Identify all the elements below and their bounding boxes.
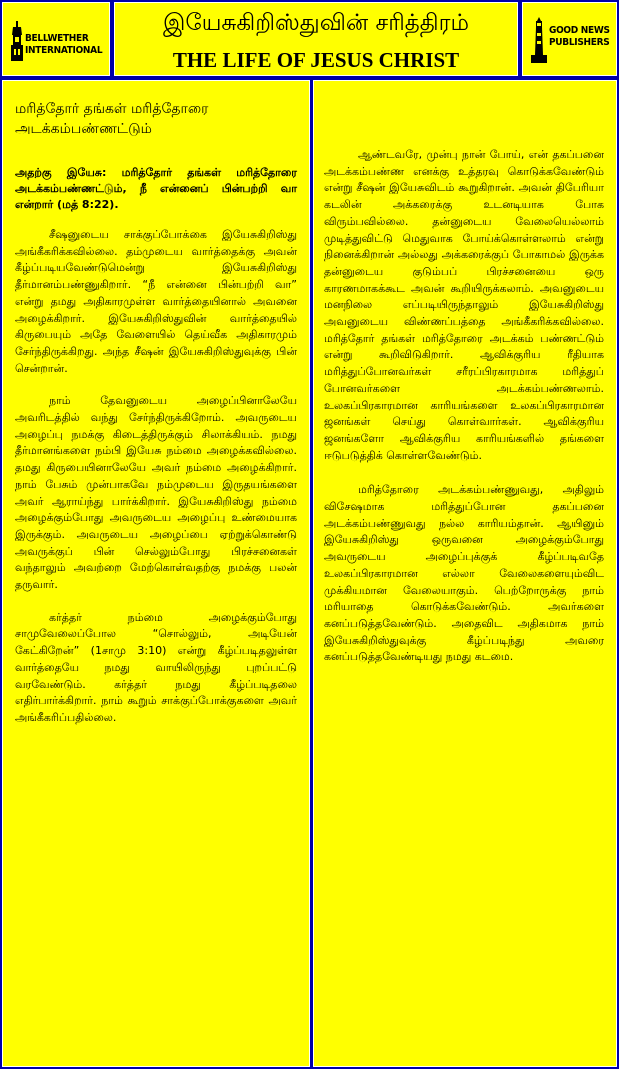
bell-tower-icon [11,21,23,61]
bellwether-line2: INTERNATIONAL [25,45,103,56]
paragraph: ஆண்டவரே, முன்பு நான் போய், என் தகப்பனை அடக்கம்பண்ண எனக்கு உத்தரவு கொடுக்கவேண்டும் என்று சீஷன் இயேசுவிடம் கூறுகிறான். அவன் திபேரியா கடலின் அக்கரைக்கு உடனடியாக போக விரும்பவில்லை. தன்னுடைய வேலையெல்லாம் முடித்துவிட்டு மெதுவாக போய்க்கொள்ளலாம் என்று நினைக்கிறான் அல்லது அக்கரைக்குப் போகாமல் இருக்க தன்னுடைய குடும்பப் பிரச்சனையை ஒரு காரணமாகக்கூட அவன் கூறியிருக்கலாம். அவனுடைய மனநிலை எப்படியிருந்தாலும் இயேசுகிறிஸ்து அவனுடைய விண்ணப்பத்தை அங்கீகரிக்கவில்லை. மரித்தோர் தங்கள் மரித்தோரை அடக்கம் பண்ணட்டும் என்று கூறிவிடுகிறார். ஆவிக்குரிய ரீதியாக மரித்துப்போனவர்கள் சரீரப்பிரகாரமாக மரித்துப் போனவர்களை அடக்கம்பண்ணலாம். உலகப்பிரகாரமான காரியங்களை உலகப்பிரகாரமான ஜனங்கள் செய்து கொள்வார்கள். ஆவிக்குரிய ஜனங்களோ ஆவிக்குரிய காரியங்களில் தங்களை ஈடுபடுத்திக் கொள்ளவேண்டும். [324,148,604,462]
left-column-content [15,99,297,743]
good-news-logo-text [549,25,610,49]
good-news-logo [522,2,617,76]
left-column [2,80,310,1067]
paragraph: சீஷனுடைய சாக்குப்போக்கை இயேசுகிறிஸ்து அங்கீகரிக்கவில்லை. தம்முடைய வார்த்தைக்கு அவன் கீழ்ப்படியவேண்டுமென்று இயேசுகிறிஸ்து தீர்மானம்பண்ணுகிறார். “நீ என்னை பின்பற்றி வா” என்று தமது அதிகாரமுள்ள வார்த்தையினால் அவனை அழைக்கிறார். இயேசுகிறிஸ்துவின் வார்த்தையில் கிருபையும் அதே வேளையில் தெய்வீக அதிகாரமும் சேர்ந்திருக்கிறது. அந்த சீஷன் இயேசுகிறிஸ்துவுக்கு பின் சென்றான். [15,228,297,375]
right-column [313,80,617,1067]
bellwether-logo [2,2,110,76]
bellwether-line1: BELLWETHER [25,33,89,44]
good-news-line1: GOOD NEWS [549,25,610,36]
paragraph: நாம் தேவனுடைய அழைப்பினாலேயே அவரிடத்தில் வந்து சேர்ந்திருக்கிறோம். அவருடைய அழைப்பு நமக்கு கிடைத்திருக்கும் சிலாக்கியம். நமது தீர்மானங்களை நம்பி இயேசு நம்மை அழைக்கவில்லை. தமது கிருபையினாலேயே அவர் நம்மை அழைக்கிறார். நாம் பேசும் முன்பாகவே நம்முடைய இருதயங்களை அவர் ஆராய்ந்து பார்க்கிறார். இயேசுகிறிஸ்து நம்மை அழைக்கும்போது அவருடைய அழைப்பு உண்மையாக இருக்கும். அவருடைய அழைப்பை ஏற்றுக்கொண்டு அவருக்குப் பின் செல்லும்போது பிரச்சனைகள் வந்தாலும் அவற்றை மேற்கொள்வதற்கு நமக்கு பலன் தருவார். [15,394,297,592]
title-english: THE LIFE OF JESUS CHRIST [172,48,460,72]
good-news-line2: PUBLISHERS [549,37,610,48]
right-column-content [324,147,604,684]
title-banner [114,2,518,76]
paragraph: கர்த்தர் நம்மை அழைக்கும்போது சாமுவேலைப்போல “சொல்லும், அடியேன் கேட்கிறேன்” (1சாமு 3:10) என்று கீழ்ப்படிதலுள்ள வார்த்தையே நமது வாயிலிருந்து புறப்பட்டு வரவேண்டும். கர்த்தர் நமது கீழ்ப்படிதலை எதிர்பார்க்கிறார். நாம் கூறும் சாக்குப்போக்குகளை அவர் அங்கீகரிப்பதில்லை. [15,610,297,724]
scripture-verse: அதற்கு இயேசு: மரித்தோர் தங்கள் மரித்தோரை அடக்கம்பண்ணட்டும், நீ என்னைப் பின்பற்றி வா என்றார் (மத் 8:22). [15,166,297,211]
article-heading: மரித்தோர் தங்கள் மரித்தோரை அடக்கம்பண்ணட்டும் [15,101,209,137]
bellwether-logo-text [25,33,102,57]
paragraph: மரித்தோரை அடக்கம்பண்ணுவது, அதிலும் விசேஷமாக மரித்துப்போன தகப்பனை அடக்கம்பண்ணுவது நல்ல காரியம்தான். ஆயினும் இயேசுகிறிஸ்து ஒருவனை அழைக்கும்போது அவருடைய அழைப்புக்குக் கீழ்ப்படிவதே உலகப்பிரகாரமான எல்லா வேலைகளையும்விட முக்கியமான வேலையாகும். பெற்றோருக்கு நாம் மரியாதை கொடுக்கவேண்டும். அவர்களை கனப்படுத்தவேண்டும். அதைவிட அதிகமாக நாம் இயேசுகிறிஸ்துவுக்கு கீழ்ப்படிந்து அவரை கனப்படுத்தவேண்டியது நமது கடமை. [324,483,604,664]
title-tamil: இயேசுகிறிஸ்துவின் சரித்திரம் [163,10,469,36]
lighthouse-icon [531,17,547,63]
